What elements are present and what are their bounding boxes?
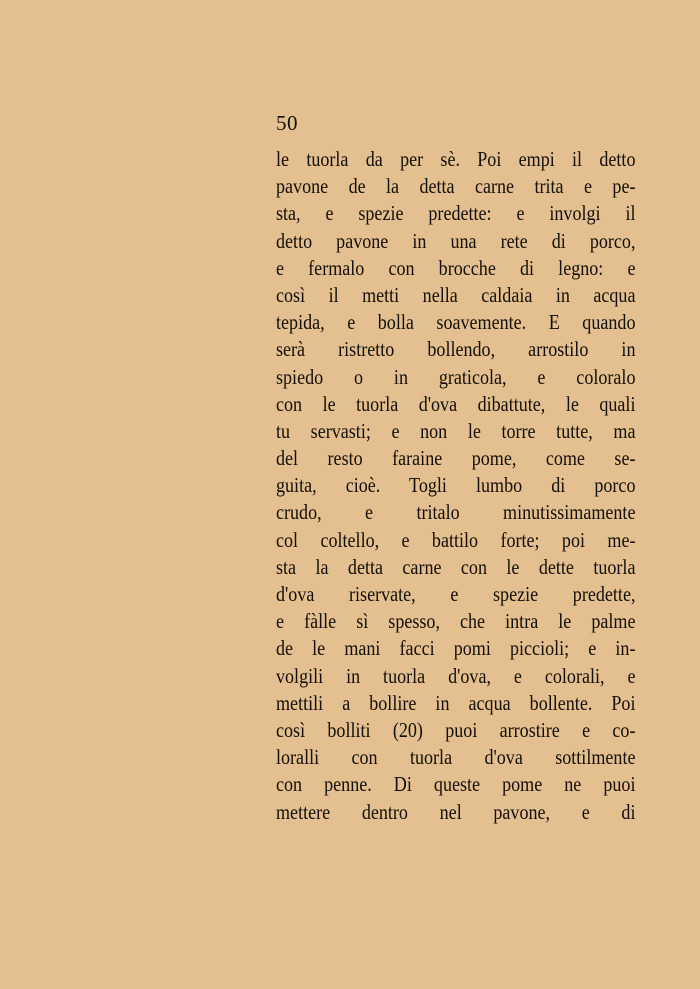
text-line: sta, e spezie predette: e involgi il [276,201,636,226]
text-line: pavone de la detta carne trita e pe- [276,174,636,199]
text-line: volgili in tuorla d'ova, e colorali, e [276,663,636,688]
text-line: guita, cioè. Togli lumbo di porco [276,473,636,498]
text-line: tepida, e bolla soavemente. E quando [276,310,636,335]
text-line: spiedo o in graticola, e coloralo [276,364,636,389]
text-line: le tuorla da per sè. Poi empi il detto [276,147,636,171]
text-line: loralli con tuorla d'ova sottilmente [276,745,636,770]
text-line: de le mani facci pomi piccioli; e in- [276,636,636,661]
text-line: detto pavone in una rete di porco, [276,228,636,253]
page-number: 50 [276,111,298,135]
body-text [276,146,636,826]
text-line: con le tuorla d'ova dibattute, le quali [276,391,636,416]
text-line: così il metti nella caldaia in acqua [276,282,636,307]
text-line: del resto faraine pome, come se- [276,446,636,471]
text-line: e fermalo con brocche di legno: e [276,255,636,280]
text-line: e fàlle sì spesso, che intra le palme [276,609,636,634]
text-line: crudo, e tritalo minutissimamente [276,500,636,525]
text-line: d'ova riservate, e spezie predette, [276,582,636,606]
text-line: sta la detta carne con le dette tuorla [276,554,636,579]
text-line: serà ristretto bollendo, arrostilo in [276,337,636,362]
text-line: tu servasti; e non le torre tutte, ma [276,418,636,443]
text-line: mettili a bollire in acqua bollente. Poi [276,690,636,715]
text-line: mettere dentro nel pavone, e di [276,799,636,824]
text-line: col coltello, e battilo forte; poi me- [276,527,636,552]
text-line: così bolliti (20) puoi arrostire e co- [276,717,636,742]
text-line: con penne. Di queste pome ne puoi [276,772,636,797]
